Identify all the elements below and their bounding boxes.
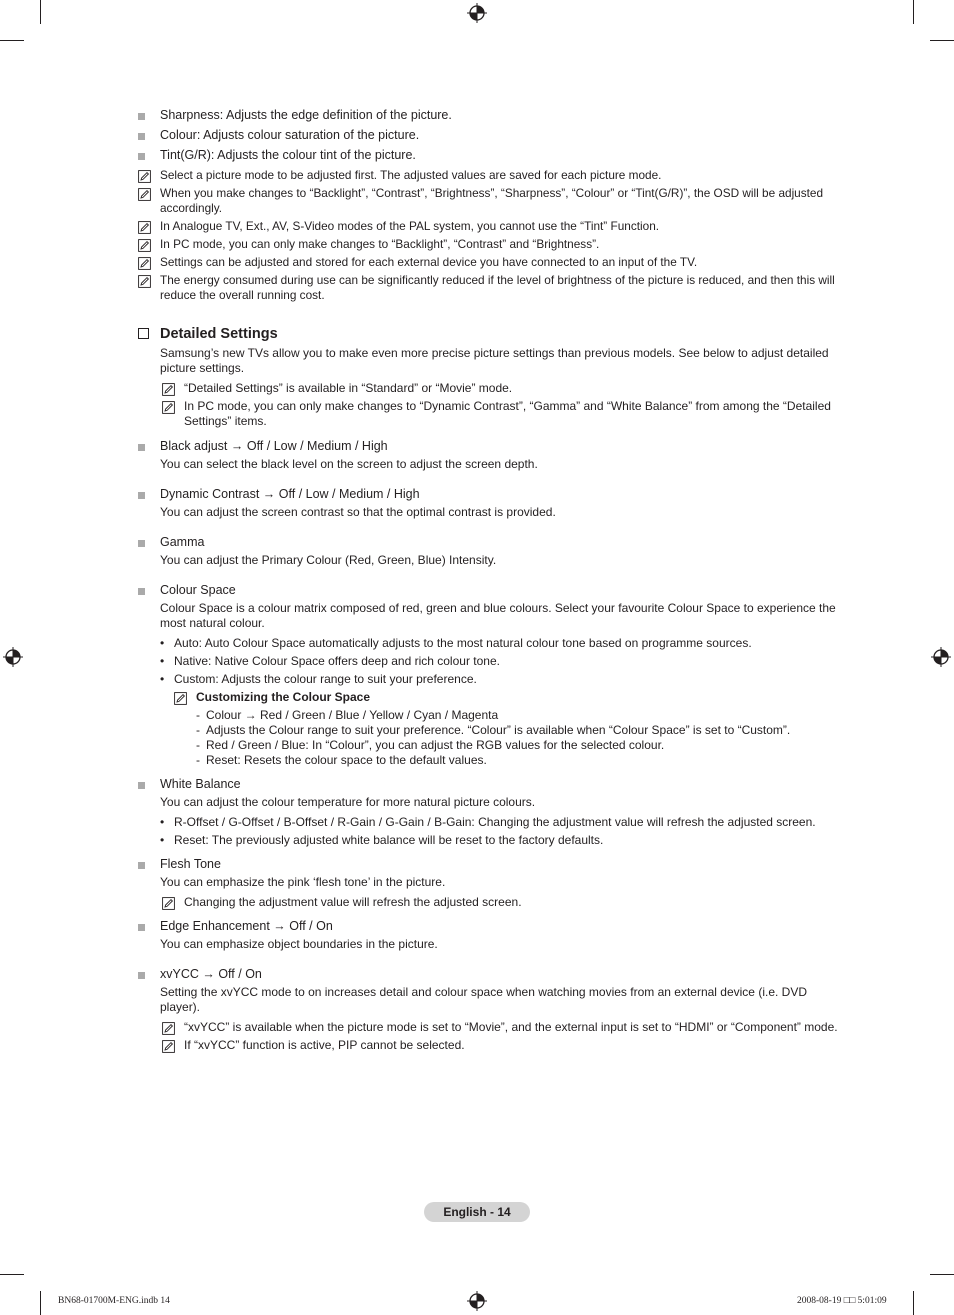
bullet-text: Custom: Adjusts the colour range to suit your preference. [174,672,477,686]
registration-mark-icon [467,1291,487,1311]
dash-text: Adjusts the Colour range to suit your preference. “Colour” is available when “Colour Space” is set to “Custom”. [206,723,791,737]
note-item [138,237,844,252]
setting-title: xvYCC → Off / On [160,967,262,981]
note-pencil-icon [138,188,151,201]
setting-description [138,505,844,520]
note-text: If “xvYCC” function is active, PIP cannot be selected. [184,1038,465,1052]
setting-white-balance [138,777,844,792]
bullet-dot-icon: • [160,672,165,686]
description-text: You can select the black level on the screen to adjust the screen depth. [160,457,538,471]
setting-title: White Balance [160,777,241,791]
note-item [138,381,844,396]
item-text: Colour: Adjusts colour saturation of the picture. [160,128,420,142]
bullet-dot-icon: • [160,815,165,829]
setting-gamma [138,535,844,550]
bullet-text: R-Offset / G-Offset / B-Offset / R-Gain / G-Gain / B-Gain: Changing the adjustment value will refresh the adjusted screen. [174,815,816,829]
note-item [138,255,844,270]
note-item [138,895,844,910]
square-bullet-icon [138,588,145,595]
dash-marker: - [196,723,200,737]
note-item [138,1020,844,1035]
bullet-dot-icon: • [160,833,165,847]
list-item [138,672,844,687]
square-bullet-icon [138,924,145,931]
crop-mark-bottom-right-v [913,1291,914,1315]
setting-description [138,795,844,810]
list-item [138,738,844,753]
note-pencil-icon [138,170,151,183]
setting-title: Colour Space [160,583,236,597]
setting-title: Dynamic Contrast → Off / Low / Medium / High [160,487,420,501]
setting-title: Gamma [160,535,205,549]
checkbox-icon [138,328,149,339]
note-item [138,168,844,183]
list-item [138,708,844,723]
crop-mark-bottom-left-v [40,1291,41,1315]
setting-description [138,601,844,631]
description-text: You can adjust the screen contrast so that the optimal contrast is provided. [160,505,556,519]
crop-mark-top-right-v [913,0,914,24]
list-item [138,833,844,848]
note-pencil-icon [162,401,175,414]
square-bullet-icon [138,972,145,979]
setting-black-adjust [138,439,844,454]
setting-title: Flesh Tone [160,857,221,871]
note-text: “Detailed Settings” is available in “Standard” or “Movie” mode. [184,381,513,395]
customizing-note [138,690,844,705]
note-text: Select a picture mode to be adjusted first. The adjusted values are saved for each picture mode. [160,168,662,182]
item-text: Sharpness: Adjusts the edge definition of the picture. [160,108,452,122]
note-pencil-icon [138,221,151,234]
dash-text: Reset: Resets the colour space to the default values. [206,753,487,767]
note-item [138,399,844,429]
description-text: You can adjust the colour temperature for more natural picture colours. [160,795,536,809]
square-bullet-icon [138,153,145,160]
crop-mark-top-left-v [40,0,41,24]
note-text: Changing the adjustment value will refresh the adjusted screen. [184,895,522,909]
page-number-badge: English - 14 [424,1202,530,1222]
crop-mark-bottom-left-h [0,1274,24,1275]
note-pencil-icon [174,692,187,705]
note-text: In PC mode, you can only make changes to “Backlight”, “Contrast” and “Brightness”. [160,237,600,251]
note-item [138,186,844,216]
dash-marker: - [196,753,200,767]
list-item [138,128,844,143]
note-pencil-icon [138,239,151,252]
square-bullet-icon [138,113,145,120]
bullet-dot-icon: • [160,636,165,650]
dash-text: Red / Green / Blue: In “Colour”, you can adjust the RGB values for the selected colour. [206,738,665,752]
list-item [138,654,844,669]
square-bullet-icon [138,444,145,451]
list-item [138,108,844,123]
note-pencil-icon [162,1022,175,1035]
note-pencil-icon [162,1040,175,1053]
note-text: When you make changes to “Backlight”, “Contrast”, “Brightness”, “Sharpness”, “Colour” or “Tint(G/R)”, the OSD will be adjusted accordingly. [160,186,824,215]
note-text: In Analogue TV, Ext., AV, S-Video modes of the PAL system, you cannot use the “Tint” Function. [160,219,660,233]
setting-description [138,875,844,890]
crop-mark-bottom-right-h [930,1274,954,1275]
section-heading [138,325,844,343]
page-content [138,108,844,1053]
bullet-text: Reset: The previously adjusted white balance will be reset to the factory defaults. [174,833,604,847]
bullet-text: Auto: Auto Colour Space automatically adjusts to the most natural colour tone based on programme sources. [174,636,752,650]
intro-text: Samsung’s new TVs allow you to make even more precise picture settings than previous models. See below to adjust detailed picture settings. [160,346,829,375]
setting-description [138,457,844,472]
setting-dynamic-contrast [138,487,844,502]
setting-description [138,937,844,952]
setting-description [138,553,844,568]
note-text: In PC mode, you can only make changes to “Dynamic Contrast”, “Gamma” and “White Balance” from among the “Detailed Settings” items. [184,399,831,428]
setting-colour-space [138,583,844,598]
note-pencil-icon [162,383,175,396]
note-pencil-icon [162,897,175,910]
bullet-dot-icon: • [160,654,165,668]
note-pencil-icon [138,257,151,270]
registration-mark-icon [931,647,951,667]
description-text: You can emphasize the pink ‘flesh tone’ in the picture. [160,875,446,889]
note-text: Settings can be adjusted and stored for each external device you have connected to an input of the TV. [160,255,698,269]
item-text: Tint(G/R): Adjusts the colour tint of the picture. [160,148,416,162]
setting-edge-enhancement [138,919,844,934]
print-timestamp: 2008-08-19 □□ 5:01:09 [797,1296,887,1306]
setting-title: Edge Enhancement → Off / On [160,919,333,933]
registration-mark-icon [467,3,487,23]
list-item [138,723,844,738]
section-title: Detailed Settings [160,326,278,342]
note-pencil-icon [138,275,151,288]
description-text: Setting the xvYCC mode to on increases detail and colour space when watching movies from an external device (i.e. DVD player). [160,985,807,1014]
note-item [138,219,844,234]
square-bullet-icon [138,540,145,547]
registration-mark-icon [3,647,23,667]
note-text: The energy consumed during use can be significantly reduced if the level of brightness of the picture is reduced, and then this will reduce the overall running cost. [160,273,835,302]
file-info: BN68-01700M-ENG.indb 14 [58,1296,170,1306]
setting-description [138,985,844,1015]
dash-marker: - [196,738,200,752]
description-text: You can adjust the Primary Colour (Red, Green, Blue) Intensity. [160,553,497,567]
list-item [138,148,844,163]
description-text: Colour Space is a colour matrix composed of red, green and blue colours. Select your favourite Colour Space to experience the most natural colour. [160,601,836,630]
setting-flesh-tone [138,857,844,872]
setting-xvycc [138,967,844,982]
crop-mark-top-right-h [930,40,954,41]
dash-marker: - [196,708,200,722]
bullet-text: Native: Native Colour Space offers deep and rich colour tone. [174,654,500,668]
dash-text: Colour → Red / Green / Blue / Yellow / Cyan / Magenta [206,708,499,722]
square-bullet-icon [138,133,145,140]
note-item [138,273,844,303]
list-item [138,753,844,768]
crop-mark-top-left-h [0,40,24,41]
square-bullet-icon [138,492,145,499]
list-item [138,636,844,651]
square-bullet-icon [138,862,145,869]
setting-title: Black adjust → Off / Low / Medium / High [160,439,388,453]
customizing-title: Customizing the Colour Space [196,690,371,704]
description-text: You can emphasize object boundaries in the picture. [160,937,438,951]
note-text: “xvYCC” is available when the picture mode is set to “Movie”, and the external input is set to “HDMI” or “Component” mode. [184,1020,838,1034]
section-intro [138,346,844,376]
square-bullet-icon [138,782,145,789]
note-item [138,1038,844,1053]
list-item [138,815,844,830]
